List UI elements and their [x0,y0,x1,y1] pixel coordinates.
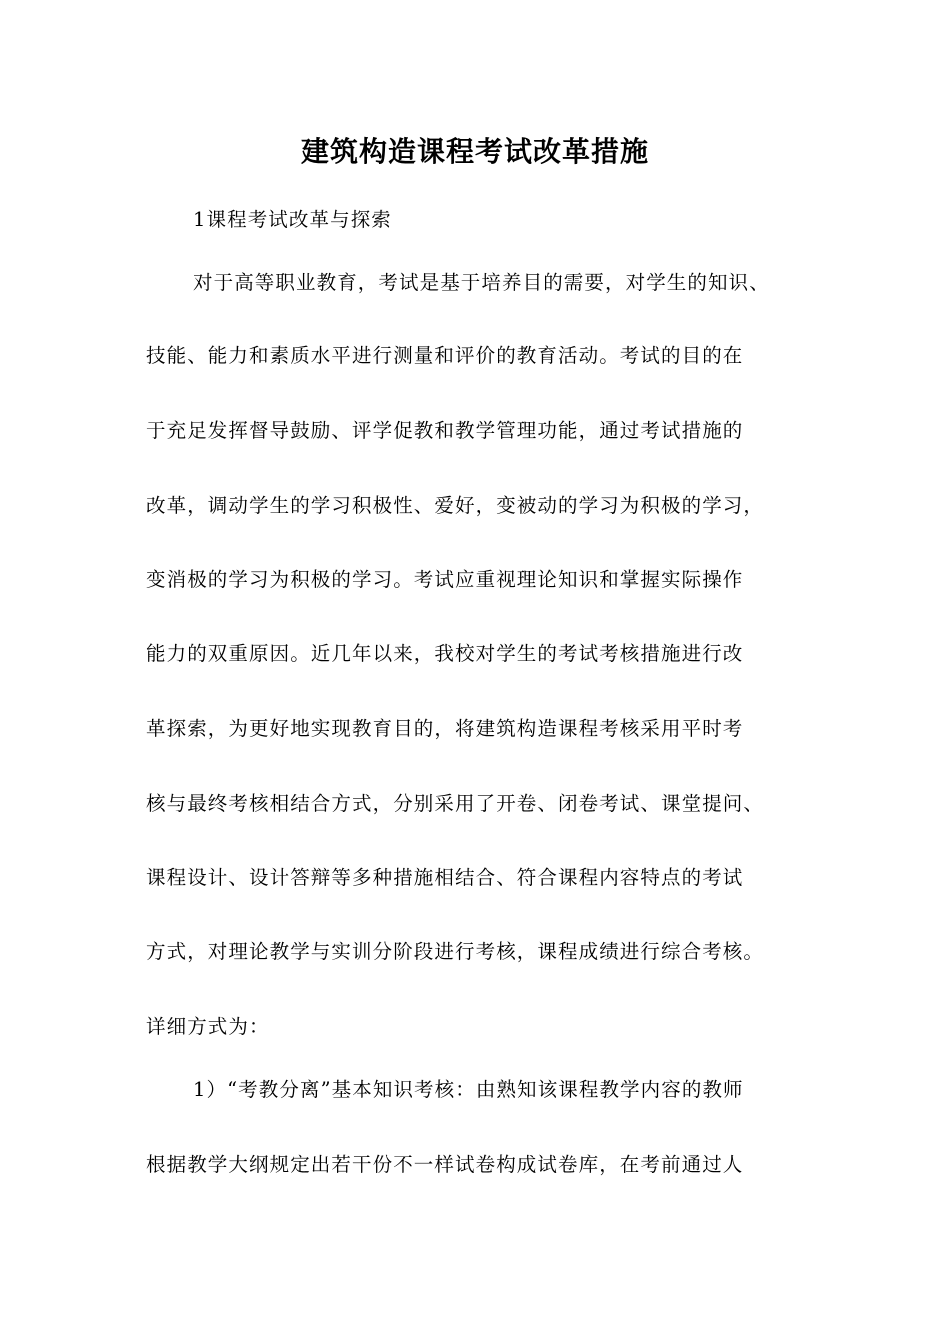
paragraph-line: 革探索，为更好地实现教育目的，将建筑构造课程考核采用平时考 [146,717,744,740]
paragraph-line: 改革，调动学生的学习积极性、爱好，变被动的学习为积极的学习， [146,494,765,517]
paragraph-line: 变消极的学习为积极的学习。考试应重视理论知识和掌握实际操作 [146,568,744,591]
paragraph-line: 课程设计、设计答辩等多种措施相结合、符合课程内容特点的考试 [146,866,744,889]
paragraph-line: 详细方式为： [146,1015,270,1038]
paragraph-line: 技能、能力和素质水平进行测量和评价的教育活动。考试的目的在 [146,344,744,367]
paragraph-line: 于充足发挥督导鼓励、评学促教和教学管理功能，通过考试措施的 [146,419,744,442]
document-title: 建筑构造课程考试改革措施 [300,135,649,168]
paragraph-line: 根据教学大纲规定出若干份不一样试卷构成试卷库，在考前通过人 [146,1153,744,1176]
paragraph-line: 核与最终考核相结合方式，分别采用了开卷、闭卷考试、课堂提问、 [146,792,765,815]
paragraph-line: 方式，对理论教学与实训分阶段进行考核，课程成绩进行综合考核。 [146,940,765,963]
paragraph-line: 1）“考教分离”基本知识考核：由熟知该课程教学内容的教师 [193,1078,744,1101]
paragraph-line: 对于高等职业教育，考试是基于培养目的需要，对学生的知识、 [193,271,770,294]
paragraph-line: 能力的双重原因。近几年以来，我校对学生的考试考核措施进行改 [146,642,744,665]
section-heading: 1课程考试改革与探索 [193,208,392,231]
